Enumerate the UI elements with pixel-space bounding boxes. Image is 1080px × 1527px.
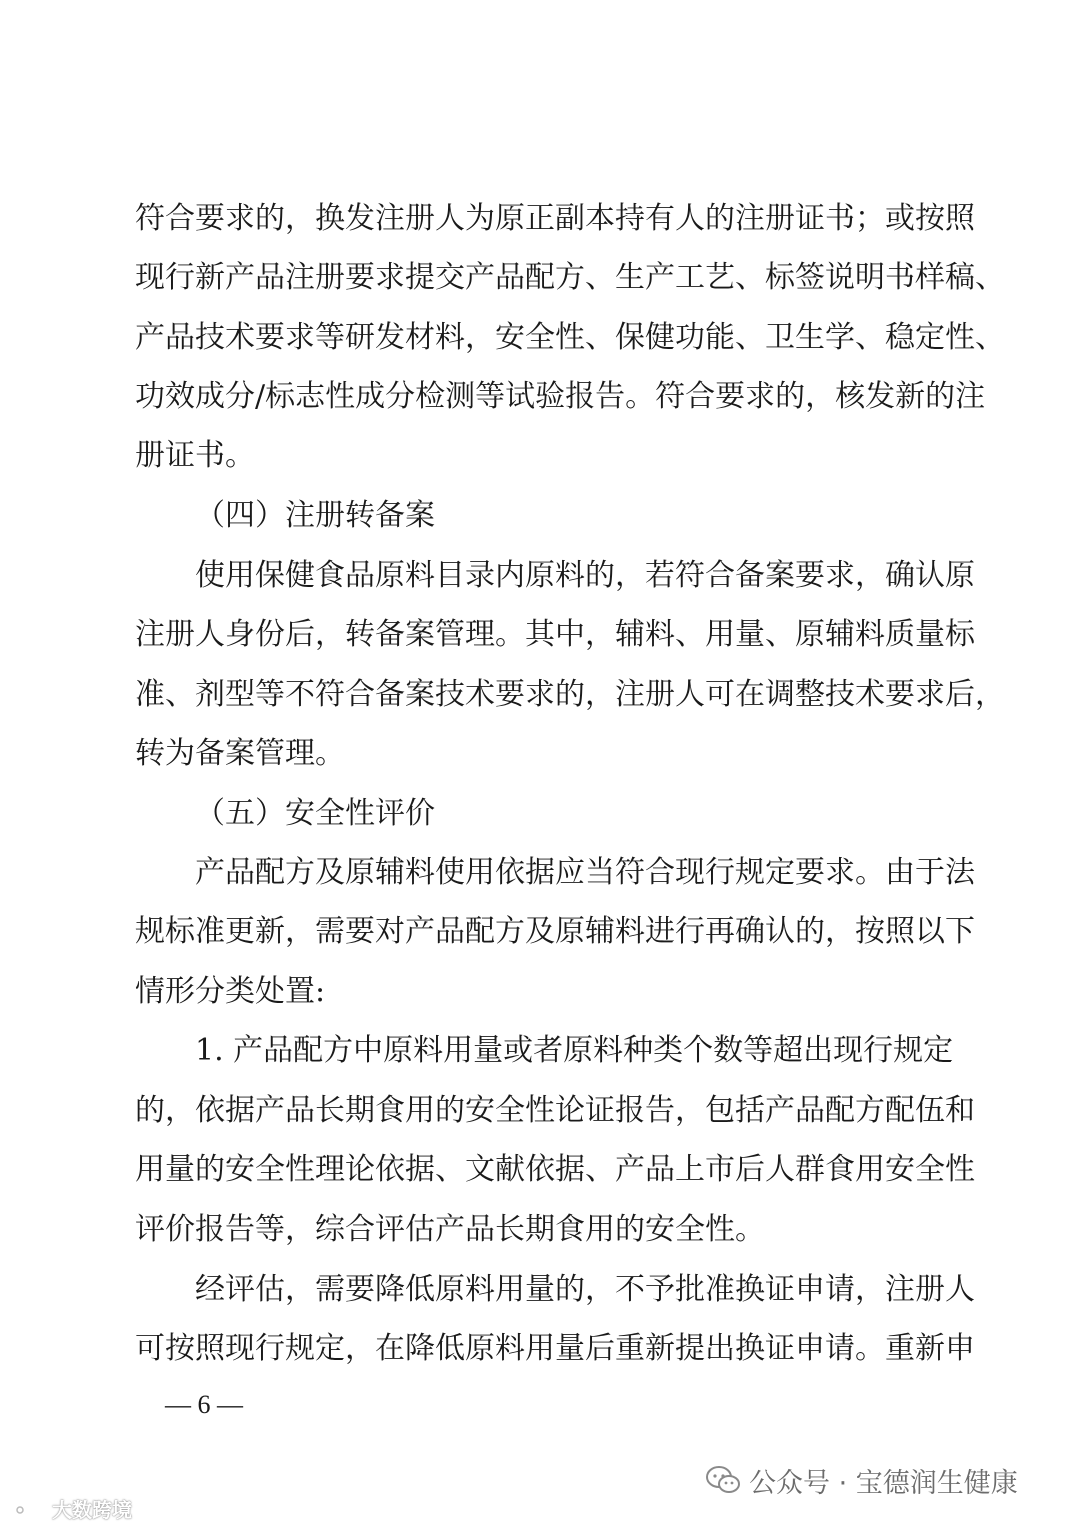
section-heading: （四）注册转备案: [195, 498, 435, 533]
watermark-text: 公众号 · 宝德润生健康: [749, 1467, 1018, 1499]
body-line: 册证书。: [135, 438, 255, 473]
body-line: 使用保健食品原料目录内原料的，若符合备案要求，确认原: [195, 558, 975, 593]
wechat-watermark: [705, 1460, 1018, 1500]
body-line: 用量的安全性理论依据、文献依据、产品上市后人群食用安全性: [135, 1152, 975, 1187]
body-line: 规标准更新，需要对产品配方及原辅料进行再确认的，按照以下: [135, 914, 975, 949]
body-line: 现行新产品注册要求提交产品配方、生产工艺、标签说明书样稿、: [135, 260, 1005, 295]
section-heading: （五）安全性评价: [195, 796, 435, 831]
body-line: 的，依据产品长期食用的安全性论证报告，包括产品配方配伍和: [135, 1093, 975, 1128]
body-line: 1. 产品配方中原料用量或者原料种类个数等超出现行规定: [195, 1033, 954, 1068]
body-line: 产品技术要求等研发材料，安全性、保健功能、卫生学、稳定性、: [135, 320, 1005, 355]
page-number: — 6 —: [165, 1390, 243, 1419]
wechat-icon: [705, 1465, 741, 1495]
body-line: 经评估，需要降低原料用量的，不予批准换证申请，注册人: [195, 1272, 975, 1307]
body-line: 评价报告等，综合评估产品长期食用的安全性。: [135, 1212, 765, 1247]
body-line: 情形分类处置:: [135, 974, 326, 1009]
body-line: 准、剂型等不符合备案技术要求的，注册人可在调整技术要求后，: [135, 677, 1005, 712]
body-line: 产品配方及原辅料使用依据应当符合现行规定要求。由于法: [195, 855, 975, 890]
source-watermark: [8, 1494, 132, 1522]
body-line: 功效成分/标志性成分检测等试验报告。符合要求的，核发新的注: [135, 379, 986, 414]
body-line: 可按照现行规定，在降低原料用量后重新提出换证申请。重新申: [135, 1331, 975, 1366]
body-line: 符合要求的，换发注册人为原正副本持有人的注册证书；或按照: [135, 201, 975, 236]
body-line: 转为备案管理。: [135, 736, 345, 771]
weibo-logo-icon: [8, 1497, 48, 1519]
watermark-source-text: 大数跨境: [52, 1497, 132, 1522]
body-line: 注册人身份后，转备案管理。其中，辅料、用量、原辅料质量标: [135, 617, 975, 652]
